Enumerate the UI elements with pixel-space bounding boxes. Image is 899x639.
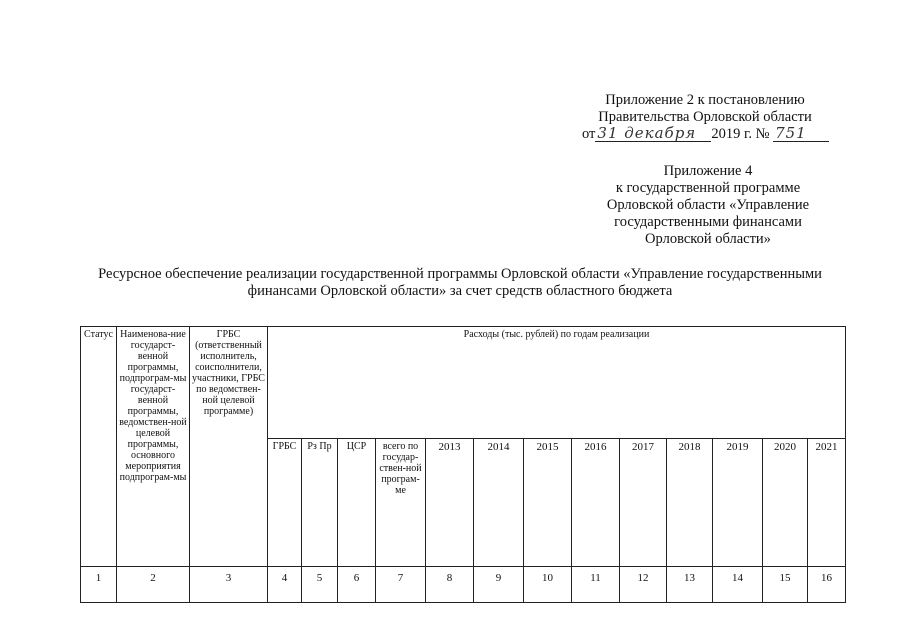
header-expenses: Расходы (тыс. рублей) по годам реализации (268, 327, 846, 439)
col-number: 16 (808, 567, 846, 603)
appendix-2-line2: Правительства Орловской области (598, 109, 812, 125)
appendix-2-block (560, 92, 850, 143)
appendix-2-line1: Приложение 2 к постановлению (605, 92, 805, 108)
year-label: 2019 г. № (711, 126, 770, 142)
col-number: 11 (572, 567, 620, 603)
col-number: 8 (426, 567, 474, 603)
from-label: от (582, 126, 596, 142)
year-2020: 2020 (763, 439, 808, 567)
col-number: 14 (713, 567, 763, 603)
appendix-4-line1: Приложение 4 (663, 163, 753, 179)
column-number-row (81, 567, 846, 603)
col-number: 6 (338, 567, 376, 603)
col-number: 7 (376, 567, 426, 603)
handwritten-date: 31 декабря (595, 126, 711, 142)
appendix-4-line4: государственными финансами (614, 214, 802, 230)
subheader-total: всего по государ-ствен-ной програм-ме (376, 439, 426, 567)
col-number: 12 (620, 567, 667, 603)
col-number: 5 (302, 567, 338, 603)
header-status: Статус (81, 327, 117, 567)
decree-date-line (560, 126, 850, 143)
year-2016: 2016 (572, 439, 620, 567)
appendix-4-line3: Орловской области «Управление (606, 197, 810, 213)
year-2015: 2015 (524, 439, 572, 567)
appendix-4-line5: Орловской области» (645, 231, 771, 247)
year-2013: 2013 (426, 439, 474, 567)
col-number: 10 (524, 567, 572, 603)
year-2018: 2018 (667, 439, 713, 567)
subheader-rz-pr: Рз Пр (302, 439, 338, 567)
col-number: 1 (81, 567, 117, 603)
handwritten-number: 751 (773, 126, 829, 142)
col-number: 9 (474, 567, 524, 603)
year-2019: 2019 (713, 439, 763, 567)
title-line2: финансами Орловской области» за счет средств областного бюджета (247, 283, 673, 299)
col-number: 13 (667, 567, 713, 603)
appendix-4-line2: к государственной программе (615, 180, 801, 196)
header-grbs-responsible: ГРБС (ответственный исполнитель, соисполнители, участники, ГРБС по ведомствен-ной целевой программе) (190, 327, 268, 567)
header-program-name: Наименова-ние государст-венной программы, подпрограм-мы государст-венной программы, ведомствен-ной целевой программы, основного мероприятия подпрограм-мы (117, 327, 190, 567)
header-row-1 (81, 327, 846, 439)
year-2017: 2017 (620, 439, 667, 567)
resource-table (80, 326, 846, 603)
col-number: 2 (117, 567, 190, 603)
subheader-csr: ЦСР (338, 439, 376, 567)
year-2021: 2021 (808, 439, 846, 567)
subheader-grbs: ГРБС (268, 439, 302, 567)
col-number: 3 (190, 567, 268, 603)
document-title (60, 266, 860, 300)
col-number: 15 (763, 567, 808, 603)
year-2014: 2014 (474, 439, 524, 567)
appendix-4-block (588, 163, 828, 248)
title-line1: Ресурсное обеспечение реализации государственной программы Орловской области «Управление государственными (98, 266, 822, 282)
col-number: 4 (268, 567, 302, 603)
